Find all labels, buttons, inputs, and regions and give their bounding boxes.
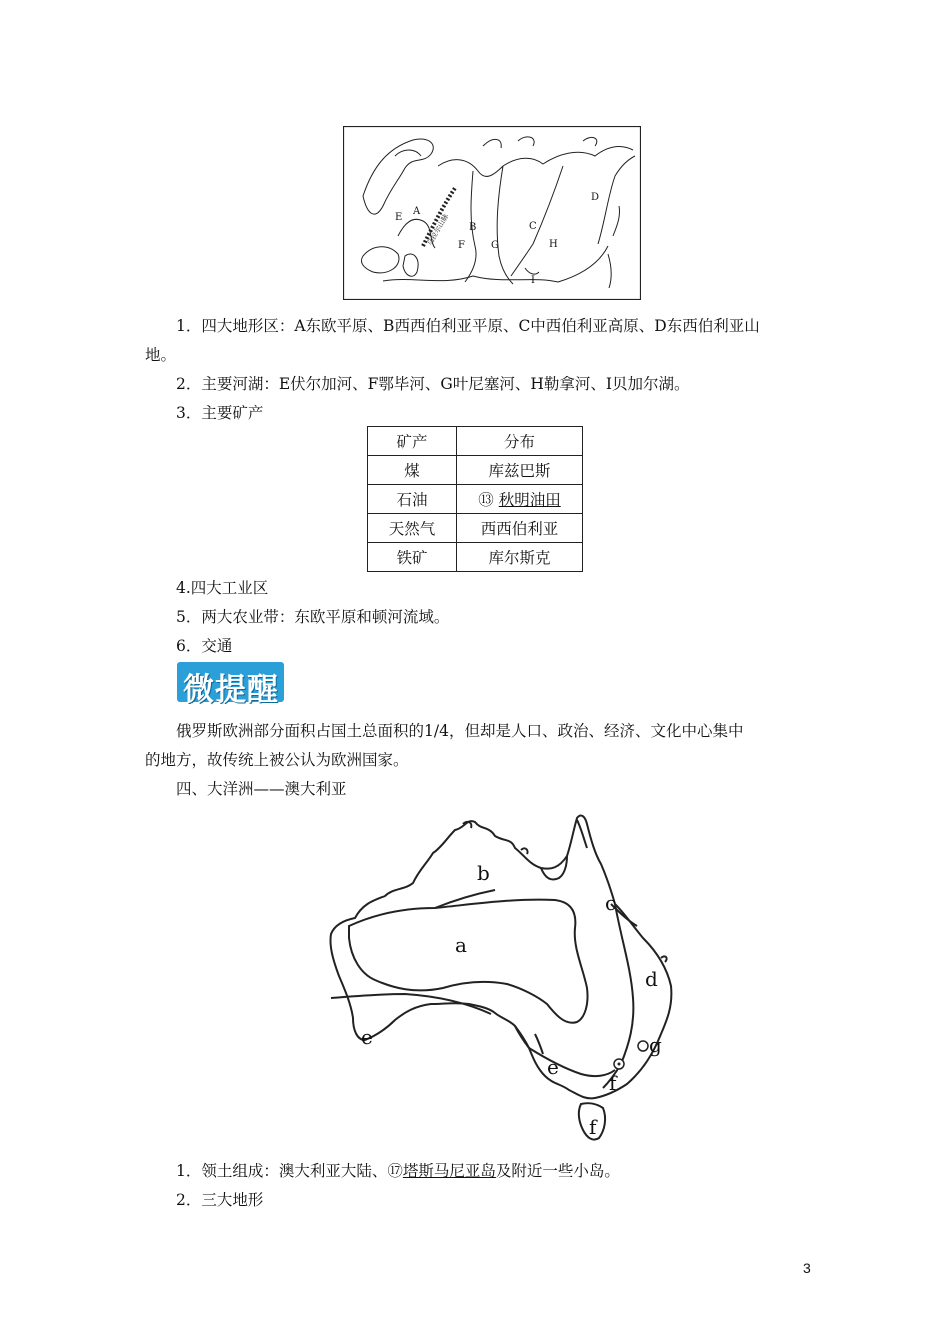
landforms-line-1: 1．四大地形区：A东欧平原、B西西伯利亚平原、C中西伯利亚高原、D东西伯利亚山 bbox=[176, 317, 760, 335]
tip-line-1: 俄罗斯欧洲部分面积占国土总面积的1/4，但却是人口、政治、经济、文化中心集中 bbox=[176, 722, 744, 740]
australia-label-f-tasmania: f bbox=[589, 1115, 597, 1139]
russia-label-G: G bbox=[491, 240, 499, 251]
location-cell: 西西伯利亚 bbox=[457, 514, 583, 543]
russia-map bbox=[343, 126, 641, 300]
landforms-line-2: 地。 bbox=[145, 346, 177, 364]
tip-badge bbox=[177, 662, 284, 708]
mineral-cell: 天然气 bbox=[368, 514, 457, 543]
table-header-location: 分布 bbox=[457, 427, 583, 456]
russia-label-F: F bbox=[458, 240, 465, 251]
mineral-cell: 铁矿 bbox=[368, 543, 457, 572]
tip-badge-text: 微提醒 bbox=[183, 672, 279, 708]
tip-line-2: 的地方，故传统上被公认为欧洲国家。 bbox=[145, 751, 409, 769]
table-row bbox=[368, 456, 583, 485]
table-row bbox=[368, 485, 583, 514]
australia-label-g: g bbox=[649, 1033, 662, 1057]
russia-label-H: H bbox=[549, 239, 558, 250]
australia-map bbox=[315, 808, 695, 1144]
russia-label-I: I bbox=[531, 275, 535, 286]
minerals-title: 3．主要矿产 bbox=[176, 404, 264, 422]
ural-mountains-label: 乌拉尔山脉 bbox=[425, 212, 451, 247]
location-cell: 库兹巴斯 bbox=[457, 456, 583, 485]
russia-label-C: C bbox=[529, 221, 537, 232]
australia-label-a: a bbox=[455, 933, 467, 957]
agriculture-line: 5．两大农业带：东欧平原和顿河流域。 bbox=[176, 608, 450, 626]
table-header-mineral: 矿产 bbox=[368, 427, 457, 456]
australia-label-e-south: e bbox=[547, 1055, 559, 1079]
page-number: 3 bbox=[803, 1260, 811, 1276]
location-cell: 库尔斯克 bbox=[457, 543, 583, 572]
rivers-line: 2．主要河湖：E伏尔加河、F鄂毕河、G叶尼塞河、H勒拿河、I贝加尔湖。 bbox=[176, 375, 690, 393]
australia-label-d: d bbox=[645, 967, 658, 991]
territory-prefix: 1．领土组成：澳大利亚大陆、 bbox=[176, 1162, 388, 1180]
answer-text: 塔斯马尼亚岛 bbox=[402, 1162, 496, 1180]
answer-marker: ⑰ bbox=[387, 1162, 403, 1180]
industry-line: 4.四大工业区 bbox=[176, 579, 269, 597]
australia-label-c: c bbox=[605, 891, 617, 915]
answer-text: 秋明油田 bbox=[498, 491, 561, 509]
russia-label-B: B bbox=[469, 222, 477, 233]
mineral-cell: 煤 bbox=[368, 456, 457, 485]
australia-label-b: b bbox=[477, 861, 490, 885]
minerals-table bbox=[367, 426, 583, 572]
transport-line: 6．交通 bbox=[176, 637, 233, 655]
mineral-cell: 石油 bbox=[368, 485, 457, 514]
territory-line bbox=[176, 1160, 620, 1182]
territory-suffix: 及附近一些小岛。 bbox=[495, 1162, 620, 1180]
landforms-heading: 2．三大地形 bbox=[176, 1191, 264, 1209]
russia-label-A: A bbox=[413, 206, 421, 217]
russia-label-E: E bbox=[395, 212, 403, 223]
table-row bbox=[368, 514, 583, 543]
answer-marker: ⑬ bbox=[478, 491, 494, 509]
australia-label-e-west: e bbox=[361, 1025, 373, 1049]
location-cell bbox=[457, 485, 583, 514]
table-header-row bbox=[368, 427, 583, 456]
section-heading: 四、大洋洲——澳大利亚 bbox=[176, 780, 347, 798]
table-row bbox=[368, 543, 583, 572]
russia-label-D: D bbox=[591, 192, 600, 203]
australia-label-f-mainland: f bbox=[609, 1071, 617, 1095]
